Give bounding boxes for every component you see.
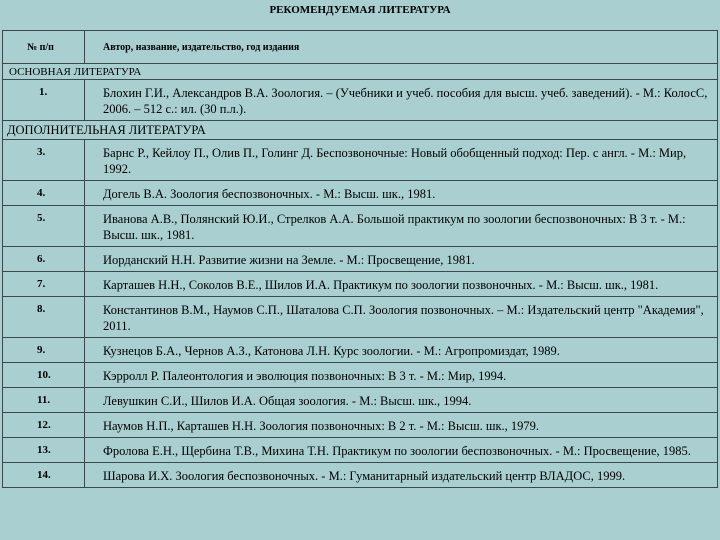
item-text: Фролова Е.Н., Щербина Т.В., Михина Т.Н. Практикум по зоологии беспозвоночных. - М.: Просвещение, 1985. bbox=[85, 438, 718, 463]
item-text: Иорданский Н.Н. Развитие жизни на Земле. - М.: Просвещение, 1981. bbox=[85, 247, 718, 272]
section-title-extra: ДОПОЛНИТЕЛЬНАЯ ЛИТЕРАТУРА bbox=[3, 121, 718, 140]
item-text: Карташев Н.Н., Соколов В.Е., Шилов И.А. Практикум по зоологии позвоночных. - М.: Высш. шк., 1981. bbox=[85, 272, 718, 297]
literature-table bbox=[2, 30, 718, 488]
table-row bbox=[3, 363, 718, 388]
item-num: 1. bbox=[3, 80, 85, 121]
table-row bbox=[3, 247, 718, 272]
table-header-row bbox=[3, 31, 718, 64]
page-title: РЕКОМЕНДУЕМАЯ ЛИТЕРАТУРА bbox=[269, 4, 451, 16]
item-num: 11. bbox=[3, 388, 85, 413]
item-text: Наумов Н.П., Карташев Н.Н. Зоология позвоночных: В 2 т. - М.: Высш. шк., 1979. bbox=[85, 413, 718, 438]
section-row-extra bbox=[3, 121, 718, 140]
item-num: 8. bbox=[3, 297, 85, 338]
header-num: № п/п bbox=[3, 31, 85, 64]
item-text: Константинов В.М., Наумов С.П., Шаталова С.П. Зоология позвоночных. – М.: Издательский центр "Академия", 2011. bbox=[85, 297, 718, 338]
table-row bbox=[3, 297, 718, 338]
item-num: 5. bbox=[3, 206, 85, 247]
item-num: 6. bbox=[3, 247, 85, 272]
table-row bbox=[3, 438, 718, 463]
item-num: 14. bbox=[3, 463, 85, 488]
table-row bbox=[3, 338, 718, 363]
item-num: 12. bbox=[3, 413, 85, 438]
table-row bbox=[3, 388, 718, 413]
item-num: 9. bbox=[3, 338, 85, 363]
item-num: 4. bbox=[3, 181, 85, 206]
item-num: 3. bbox=[3, 140, 85, 181]
item-text: Кузнецов Б.А., Чернов А.З., Катонова Л.Н. Курс зоологии. - М.: Агропромиздат, 1989. bbox=[85, 338, 718, 363]
item-text: Левушкин С.И., Шилов И.А. Общая зоология. - М.: Высш. шк., 1994. bbox=[85, 388, 718, 413]
item-text: Блохин Г.И., Александров В.А. Зоология. – (Учебники и учеб. пособия для высш. учеб. заведений). - М.: КолосС, 2006. – 512 с.: ил. (30 п.л.). bbox=[85, 80, 718, 121]
item-text: Барнс Р., Кейлоу П., Олив П., Голинг Д. Беспозвоночные: Новый обобщенный подход: Пер. с англ. - М.: Мир, 1992. bbox=[85, 140, 718, 181]
item-text: Иванова А.В., Полянский Ю.И., Стрелков А.А. Большой практикум по зоологии беспозвоночных: В 3 т. - М.: Высш. шк., 1981. bbox=[85, 206, 718, 247]
table-row bbox=[3, 206, 718, 247]
item-text: Кэрролл Р. Палеонтология и эволюция позвоночных: В 3 т. - М.: Мир, 1994. bbox=[85, 363, 718, 388]
table-row bbox=[3, 463, 718, 488]
item-num: 13. bbox=[3, 438, 85, 463]
section-title-main: ОСНОВНАЯ ЛИТЕРАТУРА bbox=[3, 64, 718, 80]
item-text: Догель В.А. Зоология беспозвоночных. - М.: Высш. шк., 1981. bbox=[85, 181, 718, 206]
item-num: 7. bbox=[3, 272, 85, 297]
table-row bbox=[3, 80, 718, 121]
section-row-main bbox=[3, 64, 718, 80]
table-row bbox=[3, 140, 718, 181]
table-row bbox=[3, 272, 718, 297]
header-text: Автор, название, издательство, год издания bbox=[85, 31, 718, 64]
table-row bbox=[3, 413, 718, 438]
table-row bbox=[3, 181, 718, 206]
item-num: 10. bbox=[3, 363, 85, 388]
item-text: Шарова И.Х. Зоология беспозвоночных. - М.: Гуманитарный издательский центр ВЛАДОС, 1999. bbox=[85, 463, 718, 488]
